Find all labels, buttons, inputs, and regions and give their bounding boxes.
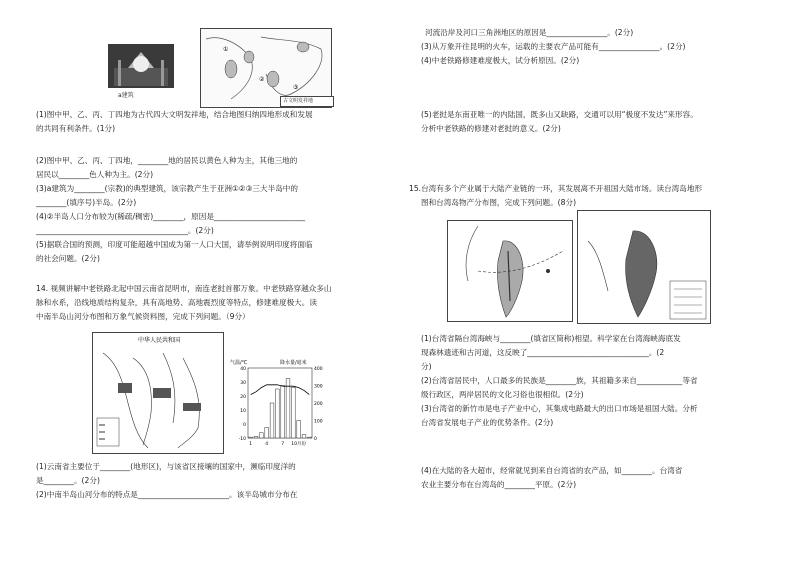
q15-item-3: 分) <box>421 362 432 371</box>
tick-left: 40 <box>240 367 246 372</box>
q13-line-5: (3)a建筑为________(宗教)的典型建筑，该宗教产生于亚洲①②③三大半岛中的 <box>36 184 298 193</box>
q15-item-2: 现森林遗迹和古河道，这反映了________________________________。(2 <box>421 348 665 357</box>
q13-line-3: (2)图中甲、乙、丙、丁四地，________地的居民以黄色人种为主，其他三地的 <box>36 156 298 165</box>
q14-cont-1: 河流沿岸及河口三角洲地区的原因是________________。(2分) <box>425 28 634 37</box>
chart-ylabel-right: 降水量/毫米 <box>280 360 307 366</box>
q15-line-1: 15.台湾有多个产业属于大陆产业链的一环，其发展离不开祖国大陆市场。读台湾岛地形 <box>409 184 703 193</box>
svg-text:①: ① <box>223 46 229 53</box>
precip-bar <box>275 389 279 438</box>
tick-left: 10 <box>240 409 246 414</box>
taiwan-terrain-map-drawing <box>448 221 572 321</box>
tick-x: 4 <box>265 442 269 447</box>
precip-bar <box>249 437 253 438</box>
q14-cont-3: (4)中老铁路修建难度极大，试分析原因。(2分) <box>421 56 580 65</box>
taiwan-products-map-drawing <box>578 211 710 323</box>
q15-item-4: (2)台湾省居民中，人口最多的民族是________族，其祖籍多来自____________等省 <box>421 376 698 385</box>
precip-bar <box>265 428 269 439</box>
map1-legend-label: 古文明发祥地 <box>283 98 314 104</box>
q13-line-9: (5)据联合国的预测，印度可能超越中国成为第一人口大国，请举例说明印度将面临 <box>36 240 313 249</box>
precip-bar <box>291 387 295 438</box>
precip-bar <box>259 433 263 438</box>
svg-text:②: ② <box>259 76 265 83</box>
tick-left: 20 <box>240 395 246 400</box>
q14-item-3: (2)中南半岛山河分布的特点是________________________。该半岛城市分布在 <box>36 490 298 499</box>
q15-line-2: 图和台湾岛物产分布图，完成下列问题。(8分) <box>421 198 577 207</box>
q14-line-1: 14. 视频讲解中老铁路北起中国云南省昆明市，南连老挝首都万象。中老铁路穿越众多山 <box>36 284 332 293</box>
q14-cont-2: (3)从万象开往昆明的火车，运载的主要农产品可能有________________。(2分) <box>421 42 686 51</box>
q14-line-3: 中南半岛山河分布图和万象气候资料图，完成下列问题。（9分） <box>36 312 250 321</box>
temperature-line <box>251 385 310 395</box>
q14-cont-5: 分析中老铁路的修建对老挝的意义。(2分) <box>421 124 561 133</box>
q14-item-2: 是________。(2分) <box>36 476 100 485</box>
tick-right: 300 <box>314 384 323 390</box>
q13-line-2: 的共同有利条件。(1分) <box>36 124 116 133</box>
precip-bar <box>286 379 290 439</box>
indochina-map <box>92 332 224 454</box>
precip-bar <box>270 403 274 438</box>
q14-line-2: 脉和水系，沿线地质结构复杂，具有高地势、高地震烈度等特点，修建难度极大。读 <box>36 298 317 307</box>
precip-bar <box>297 421 301 439</box>
q14-item-1: (1)云南省主要位于________(地形区)，与该省区接壤的国家中，濒临印度洋的 <box>36 462 296 471</box>
svg-text:③: ③ <box>293 84 299 91</box>
map2-title: 中华人民共和国 <box>138 337 181 344</box>
q13-line-10: 的社会问题。(2分) <box>36 254 100 263</box>
precip-bar <box>281 386 285 439</box>
building-photo-image <box>108 44 174 88</box>
indochina-map-drawing <box>93 333 223 453</box>
q13-line-4: 居民以________色人种为主。(2分) <box>36 170 154 179</box>
q15-item-1: (1)台湾省隔台湾海峡与________(填省区简称)相望。科学家在台湾海峡海底发 <box>421 334 681 343</box>
q15-item-6: (3)台湾省的新竹市是电子产业中心，其集成电路最大的出口市场是祖国大陆。分析 <box>421 404 698 413</box>
tick-left: 0 <box>243 423 246 428</box>
q14-cont-4: (5)老挝是东南亚唯一的内陆国，既多山又缺路，交通可以用“极度不发达”来形容。 <box>421 110 698 119</box>
map1-legend <box>280 96 334 107</box>
q13-line-6: ________(填序号)半岛。(2分) <box>36 198 137 207</box>
tick-x: 1 <box>249 442 253 447</box>
q15-item-8: (4)在大陆的各大超市，经常就见到来自台湾省的农产品，如________。台湾省 <box>421 466 683 475</box>
taiwan-products-map <box>577 210 711 324</box>
tick-right: 0 <box>314 437 317 442</box>
taiwan-terrain-map <box>447 220 573 322</box>
q13-line-7: (4)②半岛人口分布较为(稀疏/稠密)________，原因是________________________ <box>36 212 306 221</box>
tick-right: 200 <box>314 402 323 407</box>
chart-frame <box>248 368 312 438</box>
tick-right: 400 <box>314 367 323 372</box>
tick-left: -10 <box>238 437 246 442</box>
building-photo <box>108 44 174 88</box>
q13-line-8: ________________________________________。(2分) <box>36 226 214 235</box>
photo-caption: a建筑 <box>118 92 134 99</box>
climate-chart <box>230 358 330 450</box>
q13-line-1: (1)图中甲、乙、丙、丁四地为古代四大文明发祥地，结合地图归纳四地形成和发展 <box>36 110 313 119</box>
precip-bar <box>254 436 258 438</box>
tick-x: 10月份 <box>291 442 307 447</box>
tick-left: 30 <box>240 381 246 386</box>
tick-x: 7 <box>281 442 285 447</box>
tick-right: 100 <box>314 419 323 425</box>
q15-item-9: 农业主要分布在台湾岛的________平原。(2分) <box>421 480 577 489</box>
chart-ylabel-left: 气温/℃ <box>230 360 248 366</box>
q15-item-5: 级行政区，两岸居民的文化习俗也很相似。(2分) <box>421 390 584 399</box>
precip-bar <box>307 437 311 438</box>
precip-bar <box>302 435 306 439</box>
q15-item-7: 台湾省发展电子产业的优势条件。(2分) <box>421 418 554 427</box>
